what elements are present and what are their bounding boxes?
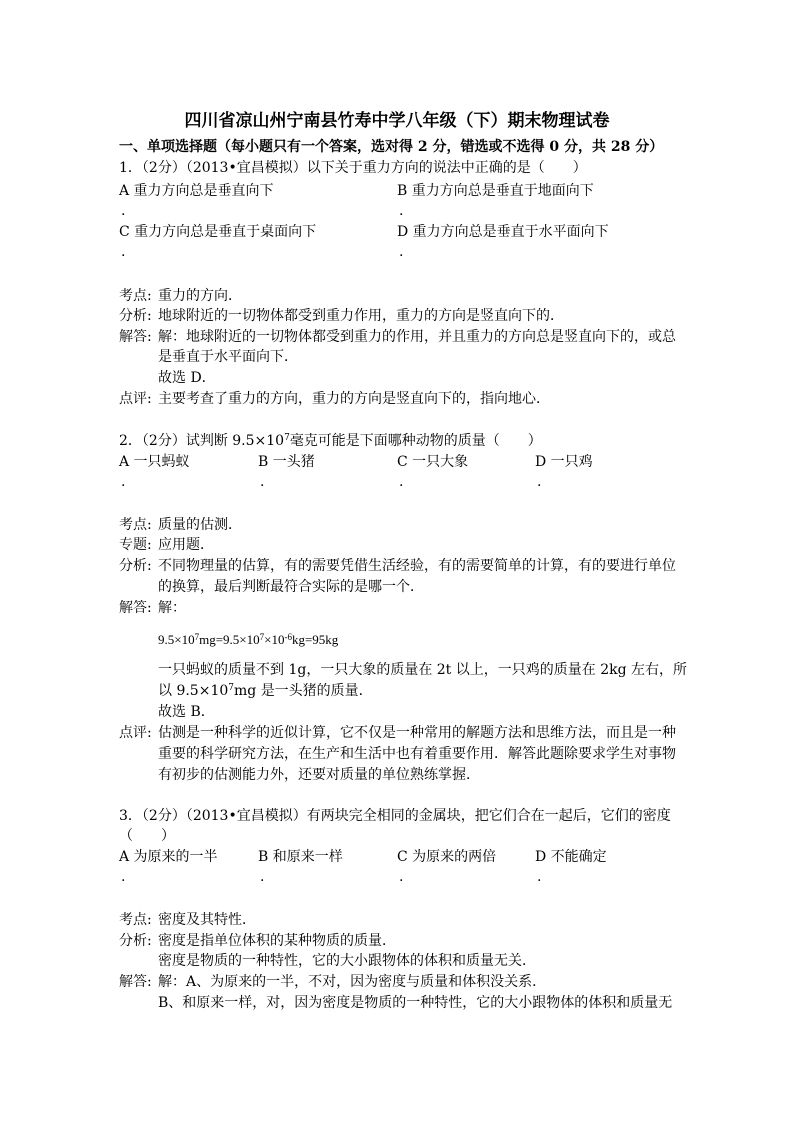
option-dot: . — [121, 869, 126, 885]
question-3-stem-line2: （ ） — [119, 828, 175, 844]
fenxi-label: 分析: — [119, 558, 152, 574]
q1-option-a: A 重力方向总是垂直向下 — [119, 183, 274, 199]
calc-exponent: 7 — [259, 632, 265, 642]
calc-exponent: -6 — [284, 632, 292, 642]
jieda-label: 解答: — [119, 600, 152, 616]
q3-option-d: D 不能确定 — [535, 849, 607, 865]
fenxi-text: 密度是指单位体积的某种物质的质量． — [158, 933, 396, 949]
q3-option-c: C 为原来的两倍 — [397, 849, 497, 865]
dianping-label: 点评: — [119, 391, 152, 407]
q2-jieda-line2: 一只蚂蚁的质量不到 1g，一只大象的质量在 2t 以上，一只鸡的质量在 2kg 左右，所 — [158, 662, 688, 678]
section-heading: 一、单项选择题（每小题只有一个答案，选对得 2 分，错选或不选得 0 分，共 28 分） — [119, 139, 664, 155]
q3-kaodian — [119, 910, 256, 930]
q1-answer: 故选 D． — [158, 370, 216, 386]
question-1-stem: 1．（2分）（2013•宜昌模拟）以下关于重力方向的说法中正确的是（ ） — [119, 160, 587, 176]
kaodian-text: 重力的方向． — [158, 288, 242, 304]
question-2-stem — [119, 431, 542, 451]
q2-fenxi-line2: 的换算，最后判断最符合实际的是哪一个． — [158, 579, 424, 595]
calc-part: ×10 — [264, 632, 285, 647]
q2-fenxi — [119, 556, 676, 576]
q2-kaodian — [119, 515, 242, 535]
calc-part: kg=95kg — [291, 632, 339, 647]
option-dot: . — [121, 244, 126, 260]
q2-dianping-line3: 有初步的估测能力外，还要对质量的单位熟练掌握． — [158, 767, 480, 783]
jieda-part: mg 是一头猪的质量． — [234, 683, 373, 699]
fenxi-text: 地球附近的一切物体都受到重力作用，重力的方向是竖直向下的． — [158, 308, 564, 324]
q1-jieda-line2: 是垂直于水平面向下． — [158, 349, 298, 365]
jieda-text: 解：地球附近的一切物体都受到重力的作用，并且重力的方向总是竖直向下的，或总 — [158, 329, 676, 345]
q2-exponent: 7 — [284, 433, 290, 443]
q3-option-b: B 和原来一样 — [258, 849, 343, 865]
q3-option-a: A 为原来的一半 — [119, 849, 218, 865]
q1-option-d: D 重力方向总是垂直于水平面向下 — [397, 224, 609, 240]
q3-fenxi — [119, 931, 396, 951]
q1-option-c: C 重力方向总是垂直于桌面向下 — [119, 224, 317, 240]
dianping-label: 点评: — [119, 725, 152, 741]
q1-kaodian — [119, 286, 242, 306]
q2-dianping-line2: 重要的科学研究方法，在生产和生活中也有着重要作用．解答此题除要求学生对事物 — [158, 746, 676, 762]
dianping-text: 主要考查了重力的方向，重力的方向是竖直向下的，指向地心． — [158, 391, 550, 407]
q1-dianping — [119, 389, 550, 409]
q3-fenxi-line2: 密度是物质的一种特性，它的大小跟物体的体积和质量无关． — [158, 953, 536, 969]
q2-dianping — [119, 723, 676, 743]
q2-jieda-line3 — [158, 681, 373, 701]
jieda-exponent: 7 — [228, 683, 234, 693]
option-dot: . — [399, 474, 404, 490]
kaodian-label: 考点: — [119, 288, 152, 304]
jieda-part: 以 9.5×10 — [158, 683, 229, 699]
q2-option-a: A 一只蚂蚁 — [119, 454, 190, 470]
calc-exponent: 7 — [194, 632, 200, 642]
fenxi-text: 不同物理量的估算，有的需要凭借生活经验，有的需要简单的计算，有的要进行单位 — [158, 558, 676, 574]
option-dot: . — [399, 244, 404, 260]
option-dot: . — [121, 474, 126, 490]
q3-jieda — [119, 972, 546, 992]
q2-zhuanti — [119, 535, 214, 555]
option-dot: . — [260, 869, 265, 885]
option-dot: . — [537, 869, 542, 885]
q2-stem-part: 毫克可能是下面哪种动物的质量（ ） — [289, 433, 542, 449]
page-title: 四川省凉山州宁南县竹寿中学八年级（下）期末物理试卷 — [184, 111, 610, 131]
dianping-text: 估测是一种科学的近似计算，它不仅是一种常用的解题方法和思维方法，而且是一种 — [158, 725, 676, 741]
jieda-text: 解：A、为原来的一半，不对，因为密度与质量和体积没关系． — [158, 974, 547, 990]
q2-calculation — [158, 630, 338, 650]
option-dot: . — [537, 474, 542, 490]
calc-part: 9.5×10 — [158, 632, 195, 647]
q2-stem-part: 2．（2分）试判断 9.5×10 — [119, 433, 285, 449]
fenxi-label: 分析: — [119, 308, 152, 324]
option-dot: . — [399, 203, 404, 219]
jieda-label: 解答: — [119, 329, 152, 345]
q2-option-b: B 一头猪 — [258, 454, 315, 470]
kaodian-text: 质量的估测． — [158, 517, 242, 533]
calc-part: mg=9.5×10 — [199, 632, 260, 647]
q1-option-b: B 重力方向总是垂直于地面向下 — [397, 183, 594, 199]
fenxi-label: 分析: — [119, 933, 152, 949]
kaodian-text: 密度及其特性． — [158, 912, 256, 928]
option-dot: . — [260, 474, 265, 490]
jieda-label: 解答: — [119, 974, 152, 990]
q2-option-c: C 一只大象 — [397, 454, 469, 470]
q1-jieda — [119, 327, 676, 347]
kaodian-label: 考点: — [119, 912, 152, 928]
option-dot: . — [399, 869, 404, 885]
q2-option-d: D 一只鸡 — [535, 454, 593, 470]
zhuanti-text: 应用题． — [158, 537, 214, 553]
q3-jieda-line2: B、和原来一样，对，因为密度是物质的一种特性，它的大小跟物体的体积和质量无 — [158, 995, 673, 1011]
q1-fenxi — [119, 306, 564, 326]
q2-jieda — [119, 598, 186, 618]
kaodian-label: 考点: — [119, 517, 152, 533]
question-3-stem: 3．（2分）（2013•宜昌模拟）有两块完全相同的金属块，把它们合在一起后，它们的密度 — [119, 808, 671, 824]
option-dot: . — [121, 203, 126, 219]
q2-answer: 故选 B． — [158, 704, 215, 720]
jieda-text: 解： — [158, 600, 186, 616]
zhuanti-label: 专题: — [119, 537, 152, 553]
